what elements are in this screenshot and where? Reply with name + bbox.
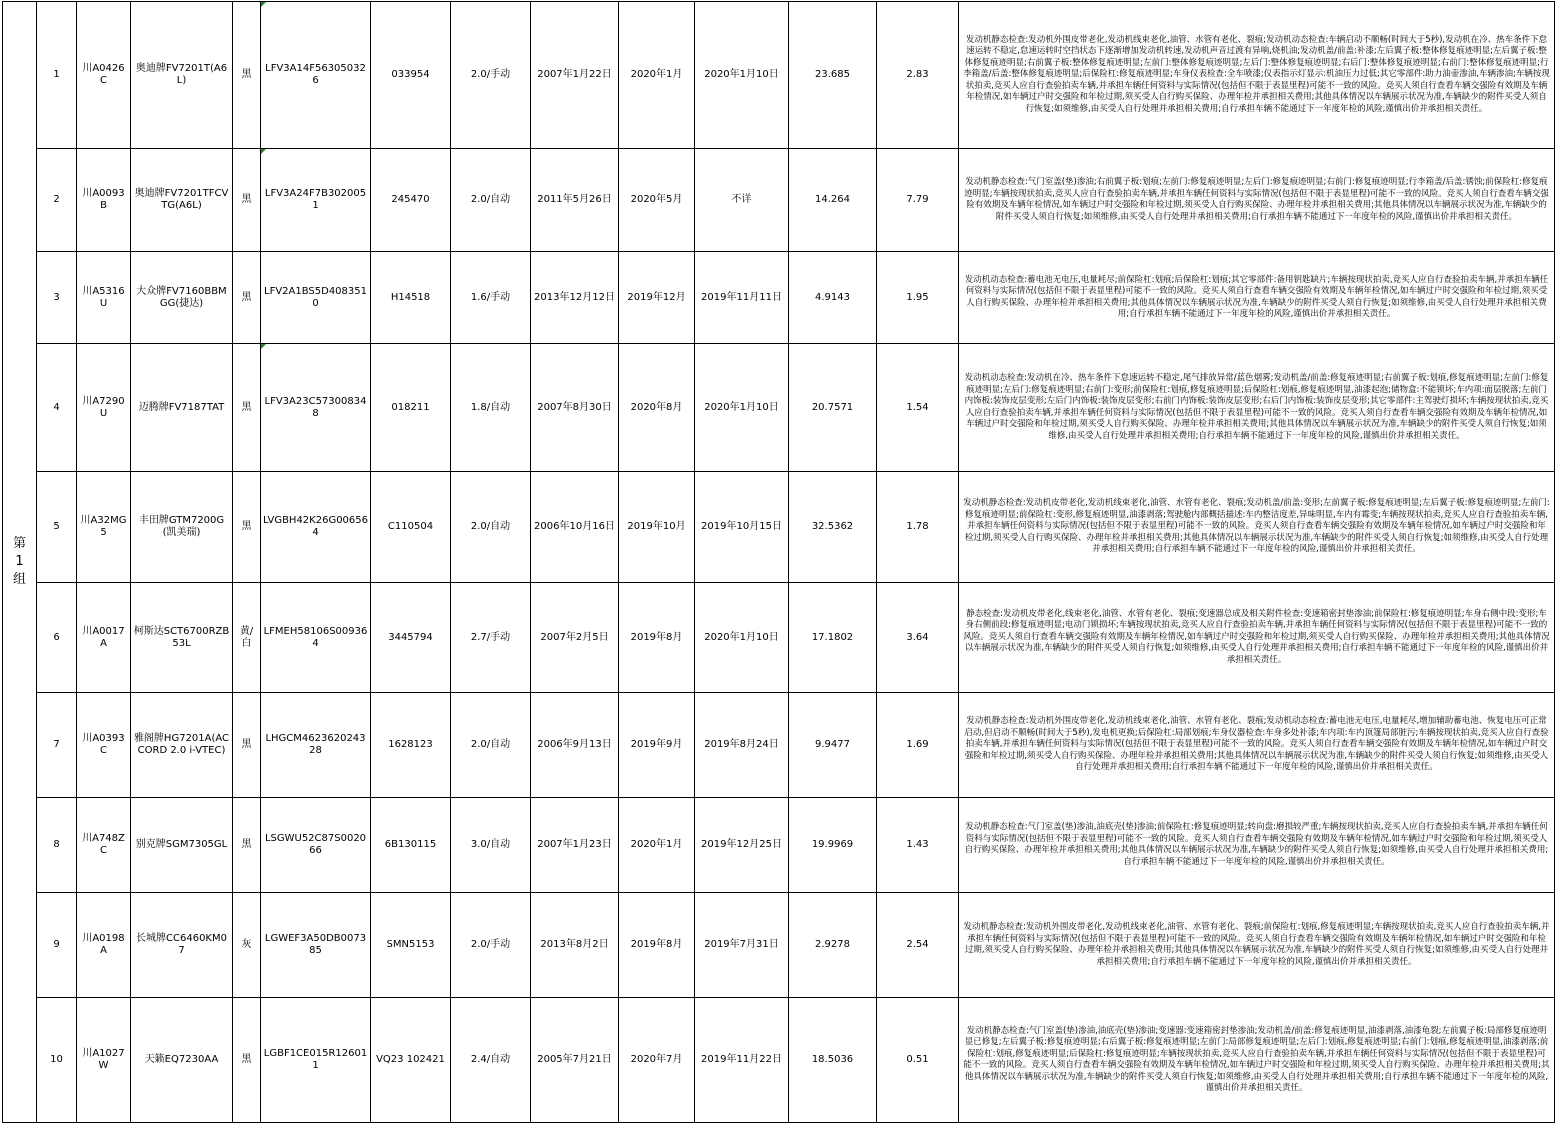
displacement-transmission-cell: 2.0/手动: [451, 2, 531, 149]
vin-number-cell: LSGWU52C87S002066: [261, 798, 371, 893]
displacement-transmission-cell: 1.6/手动: [451, 252, 531, 344]
vehicle-color-cell: 黑: [233, 2, 261, 149]
plate-number-cell: 川A0017A: [77, 583, 131, 693]
vehicle-model-cell: 天籁EQ7230AA: [131, 998, 233, 1123]
vehicle-model-cell: 别克牌SGM7305GL: [131, 798, 233, 893]
engine-number-cell: 6B130115: [371, 798, 451, 893]
vehicle-model-cell: 大众牌FV7160BBMGG(捷达): [131, 252, 233, 344]
condition-description-cell: 发动机动态检查:蓄电池无电压,电量耗尽;前保险杠:划痕;后保险杠:划痕;其它零部件:备用钥匙缺片;车辆按现状拍卖,竞买人应自行查验拍卖车辆,并承担车辆任何资料与实际情况(包括但不限于表显里程)可能不一致的风险。竞买人须自行查看车辆交强险有效期及车辆年检情况,如车辆过户时交强险和年检过期,须买受人自行购买保险、办理年检并承担相关费用;其他具体情况以车辆展示状况为准,车辆缺少的附件买受人须自行恢复;如须维修,由买受人自行处理并承担相关费用;自行承担车辆不能通过下一年度年检的风险,谨慎出价并承担相关责任。: [959, 252, 1555, 344]
vehicle-color-cell: 黑: [233, 149, 261, 252]
row-number-cell: 7: [37, 693, 77, 798]
vehicle-color-cell: 黑: [233, 252, 261, 344]
condition-description-cell: 发动机静态检查:发动机皮带老化,发动机线束老化,油管、水管有老化、裂痕;发动机盖/前盖:变形;左前翼子板:修复痕迹明显;左后翼子板:修复痕迹明显;左前门:修复痕迹明显;前保险杠:变形,修复痕迹明显,油漆剥落;驾驶舱内部概括描述:车内整洁度差,异味明显,车内有霉变;车辆按现状拍卖,竞买人应自行查验拍卖车辆,并承担车辆任何资料与实际情况(包括但不限于表显里程)可能不一致的风险。竞买人须自行查看车辆交强险有效期及车辆年检情况,如车辆过户时交强险和年检过期,须买受人自行购买保险、办理年检并承担相关费用;其他具体情况以车辆展示状况为准,车辆缺少的附件买受人须自行恢复;如须维修,由买受人自行处理并承担相关费用;自行承担车辆不能通过下一年度年检的风险,谨慎出价并承担相关责任。: [959, 472, 1555, 583]
table-row: [3, 693, 1555, 798]
registration-date-cell: 2011年5月26日: [531, 149, 619, 252]
condition-description-cell: 发动机静态检查:气门室盖(垫)渗油,油底壳(垫)渗油;前保险杠:修复痕迹明显;转向盘:磨损较严重;车辆按现状拍卖,竞买人应自行查验拍卖车辆,并承担车辆任何资料与实际情况(包括但不限于表显里程)可能不一致的风险。竞买人须自行查看车辆交强险有效期及车辆年检情况,如车辆过户时交强险和年检过期,须买受人自行购买保险、办理年检并承担相关费用;其他具体情况以车辆展示状况为准,车辆缺少的附件买受人须自行恢复;如须维修,由买受人自行处理并承担相关费用;自行承担车辆不能通过下一年度年检的风险,谨慎出价并承担相关责任。: [959, 798, 1555, 893]
mileage-cell: 20.7571: [789, 344, 877, 472]
mileage-cell: 32.5362: [789, 472, 877, 583]
starting-price-cell: 3.64: [877, 583, 959, 693]
row-number-cell: 9: [37, 893, 77, 998]
row-number-cell: 8: [37, 798, 77, 893]
insurance-expiry-cell: 2020年1月10日: [695, 583, 789, 693]
engine-number-cell: SMN5153: [371, 893, 451, 998]
mileage-cell: 2.9278: [789, 893, 877, 998]
engine-number-cell: H14518: [371, 252, 451, 344]
condition-description-cell: 发动机静态检查:气门室盖(垫)渗油;右前翼子板:划痕;左前门:修复痕迹明显;左后门:修复痕迹明显;右前门:修复痕迹明显;行李箱盖/后盖:锈蚀;前保险杠:修复痕迹明显;车辆按现状拍卖,竞买人应自行查验拍卖车辆,并承担车辆任何资料与实际情况(包括但不限于表显里程)可能不一致的风险。竞买人须自行查看车辆交强险有效期及车辆年检情况,如车辆过户时交强险和年检过期,须买受人自行购买保险、办理年检并承担相关费用;其他具体情况以车辆展示状况为准,车辆缺少的附件买受人须自行恢复;如须维修,由买受人自行处理并承担相关费用;自行承担车辆不能通过下一年度年检的风险,谨慎出价并承担相关责任。: [959, 149, 1555, 252]
condition-description-cell: 发动机动态检查:发动机在冷、热车条件下怠速运转不稳定,尾气排放异常/蓝色烟雾;发动机盖/前盖:修复痕迹明显;右前翼子板:划痕,修复痕迹明显;左前门:修复痕迹明显;左后门:修复痕迹明显;右前门:变形;前保险杠:划痕,修复痕迹明显;后保险杠:划痕,修复痕迹明显,油漆起泡;储物盒:不能锁坏;车内项:面层脱落;左前门内饰板:装饰皮层变形;左后门内饰板:装饰皮层变形;右前门内饰板:装饰皮层变形;右后门内饰板:装饰皮层变形;其它零部件:主驾驶灯损坏;车辆按现状拍卖,竞买人应自行查验拍卖车辆,并承担车辆任何资料与实际情况(包括但不限于表显里程)可能不一致的风险。竞买人须自行查看车辆交强险有效期及车辆年检情况,如车辆过户时交强险和年检过期,须买受人自行购买保险、办理年检并承担相关费用;其他具体情况以车辆展示状况为准,车辆缺少的附件买受人须自行恢复;如须维修,由买受人自行处理并承担相关费用;自行承担车辆不能通过下一年度年检的风险,谨慎出价并承担相关责任。: [959, 344, 1555, 472]
plate-number-cell: 川A0393C: [77, 693, 131, 798]
table-body: [3, 2, 1555, 1123]
table-row: [3, 583, 1555, 693]
starting-price-cell: 2.54: [877, 893, 959, 998]
plate-number-cell: 川A7290U: [77, 344, 131, 472]
table-row: [3, 893, 1555, 998]
registration-date-cell: 2007年8月30日: [531, 344, 619, 472]
vehicle-model-cell: 长城牌CC6460KM07: [131, 893, 233, 998]
vin-number-cell: LFV3A23C573008348: [261, 344, 371, 472]
vin-number-cell: LVGBH42K26G006564: [261, 472, 371, 583]
condition-description-cell: 发动机静态检查:气门室盖(垫)渗油,油底壳(垫)渗油;变速器:变速箱密封垫渗油;发动机盖/前盖:修复痕迹明显,油漆剥落,油漆龟裂;左前翼子板:局部修复痕迹明显已修复;左后翼子板:修复痕迹明显;右后翼子板:修复痕迹明显;左前门:局部修复痕迹明显;左后门:划痕,修复痕迹明显;右前门:划痕,修复痕迹明显,油漆剥落;前保险杠:划痕,修复痕迹明显;后保险杠:修复痕迹明显;车辆按现状拍卖,竞买人应自行查验拍卖车辆,并承担车辆任何资料与实际情况(包括但不限于表显里程)可能不一致的风险。竞买人须自行查看车辆交强险有效期及车辆年检情况,如车辆过户时交强险和年检过期,须买受人自行购买保险、办理年检并承担相关费用;其他具体情况以车辆展示状况为准,车辆缺少的附件买受人须自行恢复;如须维修,由买受人自行处理并承担相关费用;自行承担车辆不能通过下一年度年检的风险,谨慎出价并承担相关责任。: [959, 998, 1555, 1123]
vehicle-color-cell: 灰: [233, 893, 261, 998]
table-row: [3, 344, 1555, 472]
table-row: [3, 798, 1555, 893]
vehicle-auction-table: [2, 1, 1555, 1123]
registration-date-cell: 2006年9月13日: [531, 693, 619, 798]
plate-number-cell: 川A0093B: [77, 149, 131, 252]
engine-number-cell: 018211: [371, 344, 451, 472]
insurance-expiry-cell: 2019年8月24日: [695, 693, 789, 798]
vehicle-model-cell: 奥迪牌FV7201TFCVTG(A6L): [131, 149, 233, 252]
inspection-expiry-cell: 2019年8月: [619, 583, 695, 693]
displacement-transmission-cell: 2.0/自动: [451, 472, 531, 583]
displacement-transmission-cell: 2.4/自动: [451, 998, 531, 1123]
insurance-expiry-cell: 不详: [695, 149, 789, 252]
inspection-expiry-cell: 2020年8月: [619, 344, 695, 472]
vehicle-model-cell: 丰田牌GTM7200G(凯美瑞): [131, 472, 233, 583]
inspection-expiry-cell: 2019年9月: [619, 693, 695, 798]
row-number-cell: 3: [37, 252, 77, 344]
insurance-expiry-cell: 2020年1月10日: [695, 344, 789, 472]
plate-number-cell: 川A748ZC: [77, 798, 131, 893]
inspection-expiry-cell: 2020年5月: [619, 149, 695, 252]
mileage-cell: 14.264: [789, 149, 877, 252]
insurance-expiry-cell: 2020年1月10日: [695, 2, 789, 149]
registration-date-cell: 2007年2月5日: [531, 583, 619, 693]
table-row: [3, 149, 1555, 252]
starting-price-cell: 0.51: [877, 998, 959, 1123]
row-number-cell: 4: [37, 344, 77, 472]
plate-number-cell: 川A0198A: [77, 893, 131, 998]
starting-price-cell: 1.78: [877, 472, 959, 583]
row-number-cell: 5: [37, 472, 77, 583]
vin-number-cell: LFV3A14F563050326: [261, 2, 371, 149]
condition-description-cell: 静态检查:发动机皮带老化,线束老化,油管、水管有老化、裂痕;变速器总成及相关附件检查:变速箱密封垫渗油;前保险杠:修复痕迹明显;车身右侧中段:变形;车身右侧前段:修复痕迹明显;电动门锁损坏;车辆按现状拍卖,竞买人应自行查验拍卖车辆,并承担车辆任何资料与实际情况(包括但不限于表显里程)可能不一致的风险。竞买人须自行查看车辆交强险有效期及车辆年检情况,如车辆过户时交强险和年检过期,须买受人自行购买保险、办理年检并承担相关费用;其他具体情况以车辆展示状况为准,车辆缺少的附件买受人须自行恢复;如须维修,由买受人自行处理并承担相关费用;自行承担车辆不能通过下一年度年检的风险,谨慎出价并承担相关责任。: [959, 583, 1555, 693]
table-row: [3, 998, 1555, 1123]
engine-number-cell: 245470: [371, 149, 451, 252]
starting-price-cell: 1.69: [877, 693, 959, 798]
mileage-cell: 9.9477: [789, 693, 877, 798]
vehicle-color-cell: 黑: [233, 344, 261, 472]
insurance-expiry-cell: 2019年10月15日: [695, 472, 789, 583]
row-number-cell: 10: [37, 998, 77, 1123]
inspection-expiry-cell: 2020年1月: [619, 798, 695, 893]
mileage-cell: 18.5036: [789, 998, 877, 1123]
displacement-transmission-cell: 2.7/手动: [451, 583, 531, 693]
insurance-expiry-cell: 2019年11月22日: [695, 998, 789, 1123]
displacement-transmission-cell: 2.0/自动: [451, 693, 531, 798]
mileage-cell: 4.9143: [789, 252, 877, 344]
vin-number-cell: LGBF1CE015R126011: [261, 998, 371, 1123]
starting-price-cell: 2.83: [877, 2, 959, 149]
row-number-cell: 2: [37, 149, 77, 252]
vin-number-cell: LGWEF3A50DB007385: [261, 893, 371, 998]
table-row: [3, 2, 1555, 149]
engine-number-cell: VQ23 102421: [371, 998, 451, 1123]
vin-number-cell: LHGCM462362024328: [261, 693, 371, 798]
vehicle-color-cell: 黑: [233, 998, 261, 1123]
row-number-cell: 6: [37, 583, 77, 693]
starting-price-cell: 7.79: [877, 149, 959, 252]
engine-number-cell: 3445794: [371, 583, 451, 693]
displacement-transmission-cell: 2.0/自动: [451, 149, 531, 252]
vehicle-color-cell: 黑: [233, 472, 261, 583]
vehicle-model-cell: 奥迪牌FV7201T(A6L): [131, 2, 233, 149]
mileage-cell: 17.1802: [789, 583, 877, 693]
displacement-transmission-cell: 3.0/自动: [451, 798, 531, 893]
starting-price-cell: 1.54: [877, 344, 959, 472]
vehicle-color-cell: 黄/白: [233, 583, 261, 693]
starting-price-cell: 1.95: [877, 252, 959, 344]
plate-number-cell: 川A32MG5: [77, 472, 131, 583]
engine-number-cell: 033954: [371, 2, 451, 149]
vin-number-cell: LFV3A24F7B3020051: [261, 149, 371, 252]
mileage-cell: 19.9969: [789, 798, 877, 893]
group-label: 第 1 组: [3, 2, 37, 1123]
vin-number-cell: LFV2A1BS5D4083510: [261, 252, 371, 344]
vehicle-model-cell: 迈腾牌FV7187TAT: [131, 344, 233, 472]
registration-date-cell: 2013年8月2日: [531, 893, 619, 998]
displacement-transmission-cell: 1.8/自动: [451, 344, 531, 472]
condition-description-cell: 发动机静态检查:发动机外围皮带老化,发动机线束老化,油管、水管有老化、裂痕;发动机动态检查:蓄电池无电压,电量耗尽,增加辅助蓄电池、恢复电压可正常启动,但启动不顺畅(时间大于5秒),发电机更换;后保险杠:局部划痕;车身仪器检查:车身多处补漆;车内项:车内顶篷局部脏污;车辆按现状拍卖,竞买人应自行查验拍卖车辆,并承担车辆任何资料与实际情况(包括但不限于表显里程)可能不一致的风险。竞买人须自行查看车辆交强险有效期及车辆年检情况,如车辆过户时交强险和年检过期,须买受人自行购买保险、办理年检并承担相关费用;其他具体情况以车辆展示状况为准,车辆缺少的附件买受人须自行恢复;如须维修,由买受人自行处理并承担相关费用;自行承担车辆不能通过下一年度年检的风险,谨慎出价并承担相关责任。: [959, 693, 1555, 798]
condition-description-cell: 发动机静态检查:发动机外围皮带老化,发动机线束老化,油管、水管有老化、裂痕;前保险杠:划痕,修复痕迹明显;车辆按现状拍卖,竞买人应自行查验拍卖车辆,并承担车辆任何资料与实际情况(包括但不限于表显里程)可能不一致的风险。竞买人须自行查看车辆交强险有效期及车辆年检情况,如车辆过户时交强险和年检过期,须买受人自行购买保险、办理年检并承担相关费用;其他具体情况以车辆展示状况为准,车辆缺少的附件买受人须自行恢复;如须维修,由买受人自行处理并承担相关费用;自行承担车辆不能通过下一年度年检的风险,谨慎出价并承担相关责任。: [959, 893, 1555, 998]
inspection-expiry-cell: 2019年12月: [619, 252, 695, 344]
registration-date-cell: 2005年7月21日: [531, 998, 619, 1123]
vehicle-color-cell: 黑: [233, 693, 261, 798]
insurance-expiry-cell: 2019年11月11日: [695, 252, 789, 344]
vin-number-cell: LFMEH58106S009364: [261, 583, 371, 693]
inspection-expiry-cell: 2019年8月: [619, 893, 695, 998]
table-row: [3, 252, 1555, 344]
insurance-expiry-cell: 2019年7月31日: [695, 893, 789, 998]
inspection-expiry-cell: 2019年10月: [619, 472, 695, 583]
insurance-expiry-cell: 2019年12月25日: [695, 798, 789, 893]
vehicle-model-cell: 柯斯达SCT6700RZB53L: [131, 583, 233, 693]
plate-number-cell: 川A5316U: [77, 252, 131, 344]
condition-description-cell: 发动机静态检查:发动机外围皮带老化,发动机线束老化,油管、水管有老化、裂痕;发动机动态检查:车辆启动不顺畅(时间大于5秒),发动机在冷、热车条件下怠速运转不稳定,怠速运转时空挡状态下逐渐增加发动机转速,发动机声音过渡有异响,烧机油;发动机盖/前盖:补漆;左后翼子板:整体修复痕迹明显;左后翼子板:整体修复痕迹明显;右前翼子板:整体修复痕迹明显;左前门:整体修复痕迹明显;左后门:整体修复痕迹明显;右后门:整体修复痕迹明显;右前门:整体修复痕迹明显;行李箱盖/后盖:整体修复痕迹明显;后保险杠:修复痕迹明显;车身仪表检查:全车喷漆;仪表指示灯显示:机油压力过低;其它零部件:助力油壶渗油,车辆渗油;车辆按现状拍卖,竞买人应自行查验拍卖车辆,并承担车辆任何资料与实际情况(包括但不限于表显里程)可能不一致的风险。竞买人须自行查看车辆交强险有效期及车辆年检情况,如车辆过户时交强险和年检过期,须买受人自行购买保险、办理年检并承担相关费用;其他具体情况以车辆展示状况为准,车辆缺少的附件买受人须自行恢复;如须维修,由买受人自行处理并承担相关费用;自行承担车辆不能通过下一年度年检的风险,谨慎出价并承担相关责任。: [959, 2, 1555, 149]
vehicle-color-cell: 黑: [233, 798, 261, 893]
inspection-expiry-cell: 2020年7月: [619, 998, 695, 1123]
registration-date-cell: 2006年10月16日: [531, 472, 619, 583]
vehicle-model-cell: 雅阁牌HG7201A(ACCORD 2.0 i-VTEC): [131, 693, 233, 798]
plate-number-cell: 川A1027W: [77, 998, 131, 1123]
registration-date-cell: 2013年12月12日: [531, 252, 619, 344]
mileage-cell: 23.685: [789, 2, 877, 149]
engine-number-cell: C110504: [371, 472, 451, 583]
engine-number-cell: 1628123: [371, 693, 451, 798]
starting-price-cell: 1.43: [877, 798, 959, 893]
displacement-transmission-cell: 2.0/手动: [451, 893, 531, 998]
table-row: [3, 472, 1555, 583]
plate-number-cell: 川A0426C: [77, 2, 131, 149]
registration-date-cell: 2007年1月22日: [531, 2, 619, 149]
registration-date-cell: 2007年1月23日: [531, 798, 619, 893]
row-number-cell: 1: [37, 2, 77, 149]
inspection-expiry-cell: 2020年1月: [619, 2, 695, 149]
